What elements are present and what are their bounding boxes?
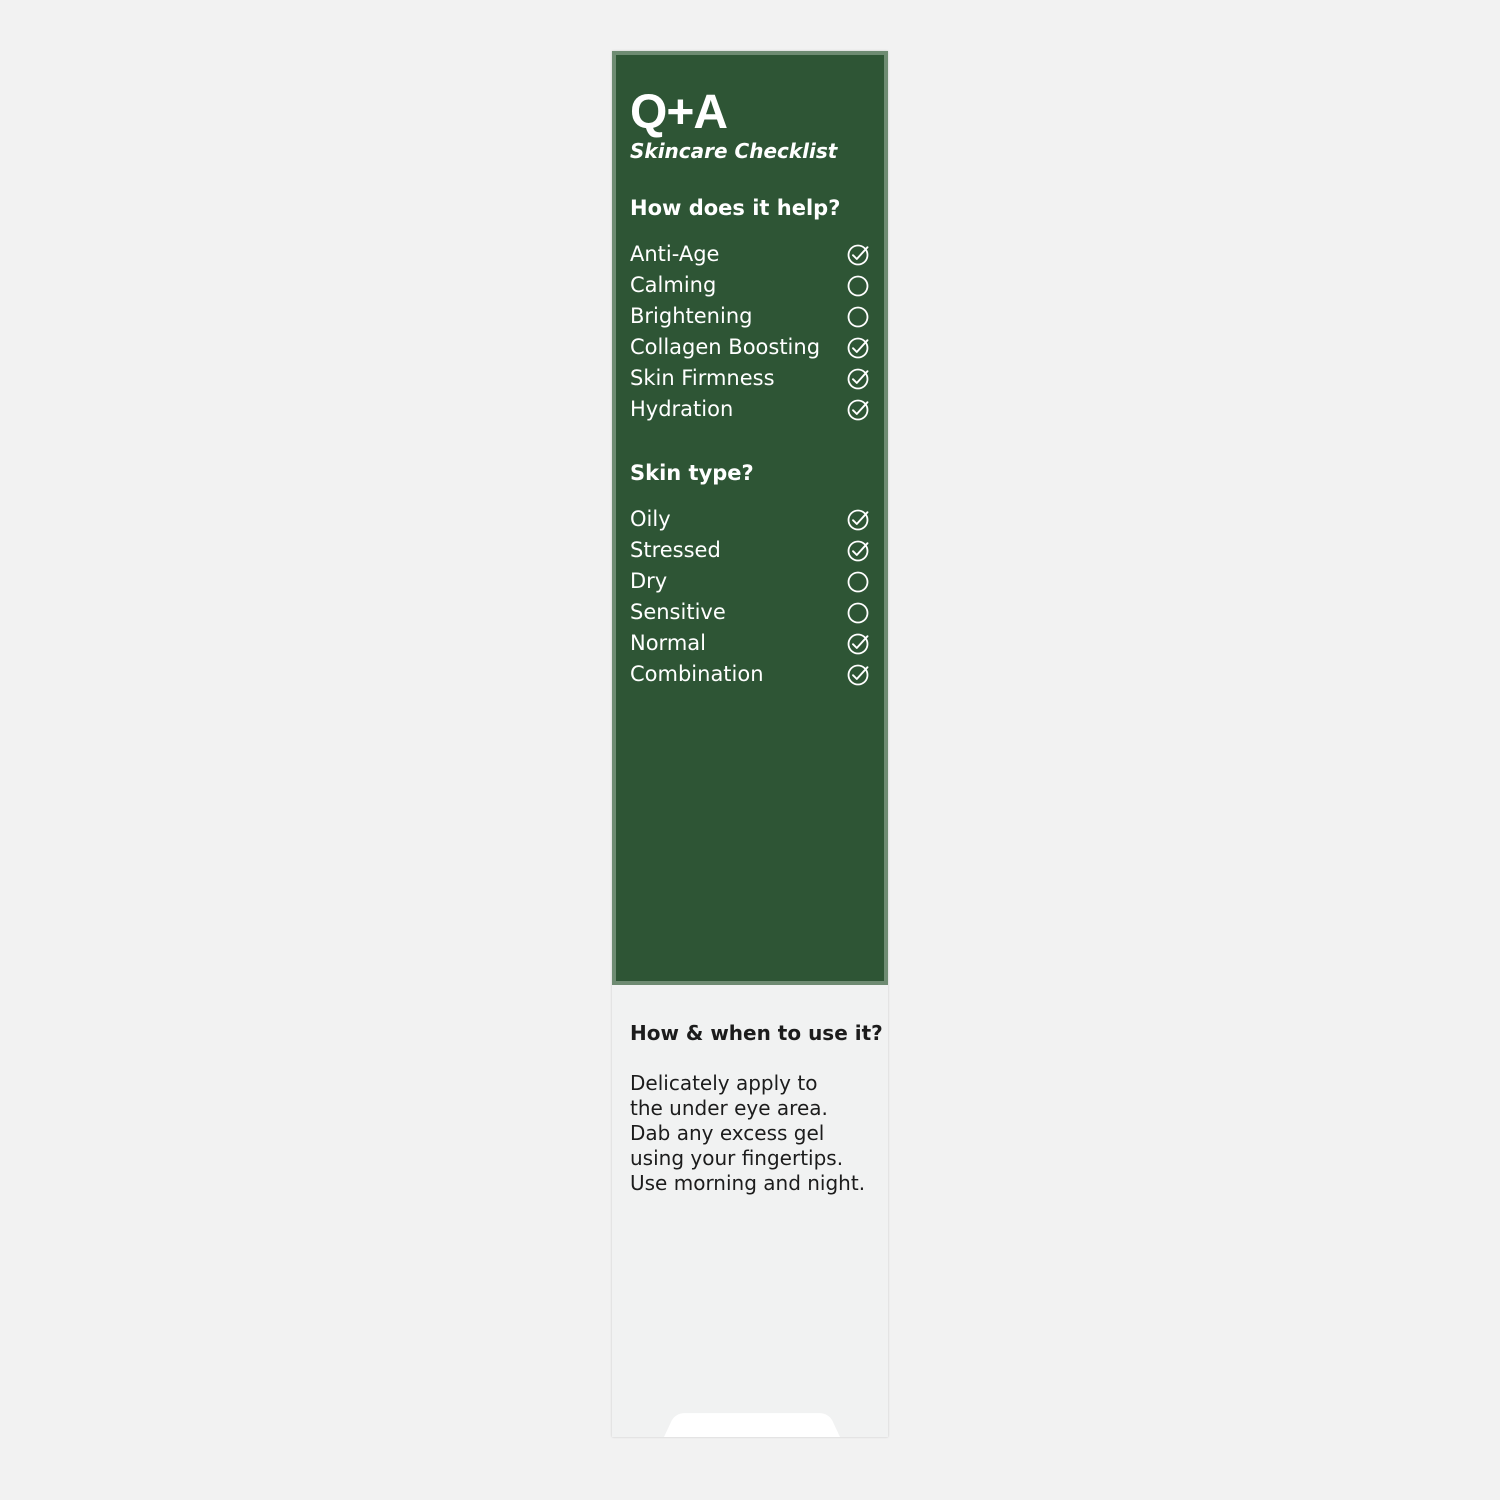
checklist-item-label: Sensitive [630, 600, 726, 624]
checklist-item-label: Oily [630, 507, 671, 531]
checklist-title: Skincare Checklist [630, 139, 838, 163]
empty-circle-icon [846, 601, 870, 625]
checklist-item-label: Hydration [630, 397, 734, 421]
checklist-panel [612, 51, 888, 985]
checklist-item-label: Calming [630, 273, 717, 297]
check-circle-icon [846, 508, 870, 532]
checklist-item [630, 394, 870, 425]
check-circle-icon [846, 243, 870, 267]
box-tuck-flap [664, 1413, 840, 1437]
checklist-item-label: Brightening [630, 304, 753, 328]
check-circle-icon [846, 336, 870, 360]
benefits-section [630, 193, 870, 425]
empty-circle-icon [846, 274, 870, 298]
empty-circle-icon [846, 570, 870, 594]
benefits-list [630, 239, 870, 425]
checklist-item-label: Collagen Boosting [630, 335, 821, 359]
checklist-item [630, 535, 870, 566]
checklist-item [630, 566, 870, 597]
skin-type-list [630, 504, 870, 690]
usage-instructions: Delicately apply to the under eye area. Dab any excess gel using your fingertips. Use morning and night. [630, 1071, 866, 1195]
checklist-item [630, 597, 870, 628]
check-circle-icon [846, 398, 870, 422]
empty-circle-icon [846, 305, 870, 329]
checklist-item-label: Stressed [630, 538, 721, 562]
check-circle-icon [846, 367, 870, 391]
check-circle-icon [846, 539, 870, 563]
brand-logo: Q+A [630, 86, 728, 139]
checklist-item [630, 270, 870, 301]
check-circle-icon [846, 663, 870, 687]
benefits-heading: How does it help? [630, 196, 841, 220]
checklist-item-label: Normal [630, 631, 706, 655]
checklist-item-label: Skin Firmness [630, 366, 775, 390]
skin-type-section [630, 458, 870, 690]
check-circle-icon [846, 632, 870, 656]
checklist-item [630, 332, 870, 363]
checklist-item [630, 504, 870, 535]
product-box-side-panel [612, 51, 888, 1437]
checklist-item [630, 239, 870, 270]
checklist-item [630, 301, 870, 332]
checklist-item [630, 363, 870, 394]
checklist-item [630, 659, 870, 690]
usage-heading: How & when to use it? [630, 1021, 883, 1045]
checklist-item-label: Dry [630, 569, 668, 593]
checklist-item-label: Anti-Age [630, 242, 720, 266]
checklist-item [630, 628, 870, 659]
checklist-item-label: Combination [630, 662, 764, 686]
skin-type-heading: Skin type? [630, 461, 754, 485]
usage-section [630, 1019, 883, 1196]
